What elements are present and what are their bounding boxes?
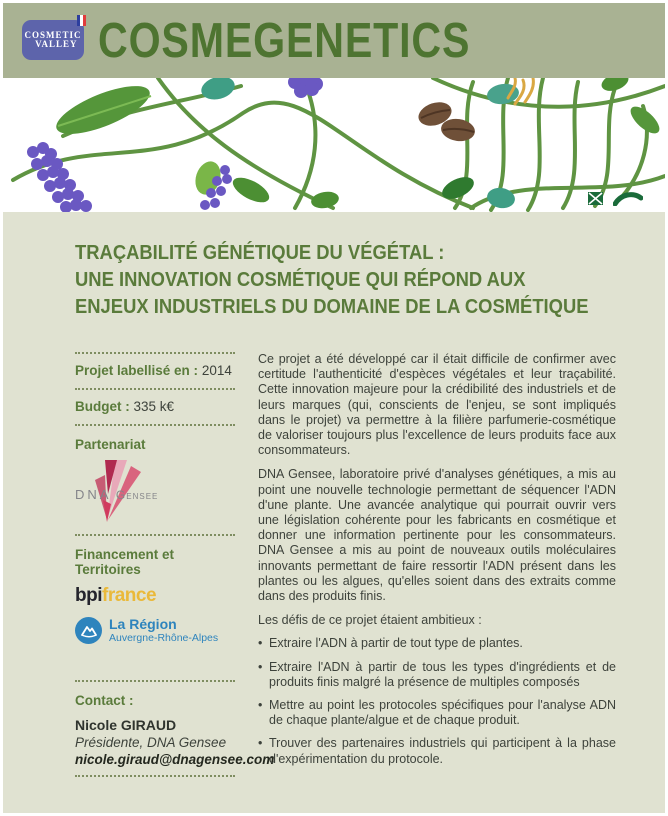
mountain-icon (75, 617, 102, 644)
document-title (75, 240, 627, 321)
cosmetic-valley-logo-text (24, 31, 81, 50)
challenge-item (258, 660, 616, 690)
header-bar (3, 3, 665, 78)
paragraph-1: Ce projet a été développé car il était difficile de confirmer avec certitude l'authenticité d'espèces végétales et leur traçabilité. Cette innovation majeure pour la crédibilité des industriels et de leurs marques (qui, conscients de l'enjeu, se sont impliqués dans le projet) va permettre à la filière parfumerie-cosmétique de valoriser toujours plus l'excellence de leurs produits face aux consommateurs. (258, 352, 616, 458)
contact-heading: Contact : (75, 693, 134, 708)
challenges-intro: Les défis de ce projet étaient ambitieux : (258, 613, 482, 628)
contact-role: Présidente, DNA Gensee (75, 735, 227, 750)
bullet-marker: • (258, 736, 263, 751)
challenge-item (258, 698, 616, 728)
challenge-text: Extraire l'ADN à partir de tous les types d'ingrédients et de produits finis malgré la présence de multiples composés (269, 659, 616, 689)
divider (75, 388, 235, 390)
funding-heading: Financement et Territoires (75, 547, 175, 577)
bullet-marker: • (258, 659, 263, 674)
contact-name: Nicole GIRAUD (75, 717, 177, 733)
illustration-mini-icons (588, 191, 643, 206)
budget-label: Budget : (75, 399, 130, 414)
region-logo-text (109, 617, 218, 644)
project-labelled-row (75, 363, 235, 378)
bpifrance-logo-france: france (102, 585, 157, 606)
document-title-line-1: TRAÇABILITÉ GÉNÉTIQUE DU VÉGÉTAL : (75, 242, 445, 264)
challenge-text: Extraire l'ADN à partir de tout type de plantes. (269, 636, 523, 651)
botanical-illustration (3, 78, 665, 212)
divider (75, 680, 235, 682)
region-name: La Région (109, 616, 177, 632)
partnership-heading: Partenariat (75, 437, 146, 452)
dna-gensee-logo-text (75, 486, 158, 504)
divider (75, 775, 235, 777)
logo-line-1: COSMETIC (24, 29, 82, 40)
budget-row (75, 399, 235, 414)
gensee-word: Gensee (115, 488, 159, 502)
challenge-text: Trouver des partenaires industriels qui participent à la phase d'expérimentation du protocole. (269, 736, 616, 766)
region-logo (75, 617, 235, 644)
spacer (75, 644, 235, 680)
challenge-item (258, 736, 616, 766)
dna-gensee-logo (75, 460, 195, 524)
labelled-label: Projet labellisé en : (75, 363, 199, 378)
divider (75, 352, 235, 354)
document-title-line-2: UNE INNOVATION COSMÉTIQUE QUI RÉPOND AUX (75, 269, 526, 291)
cosmetic-valley-logo (22, 20, 84, 60)
sidebar (75, 352, 275, 777)
logo-line-2: VALLEY (35, 39, 78, 49)
region-area: Auvergne-Rhône-Alpes (109, 632, 219, 644)
bpifrance-logo (75, 585, 235, 607)
challenge-text: Mettre au point les protocoles spécifiques pour l'analyse ADN de chaque plante/algue et de chaque produit. (269, 698, 616, 728)
content-area (3, 212, 665, 813)
botanical-illustration-art (3, 78, 665, 212)
bullet-marker: • (258, 698, 263, 713)
paragraph-2: DNA Gensee, laboratoire privé d'analyses génétiques, a mis au point une nouvelle technologie permettant de séquencer l'ADN d'une plante. Une avancée analytique qui pourrait ouvrir vers une législation cohérente pour les fabricants en cosmétique et donner une information pertinente pour les consommateurs. DNA Gensee a mis au point de nouveaux outils moléculaires innovants permettant de faire ressortir l'ADN présent dans les plantes ou les algues, qu'elles soient dans des extraits comme dans des produits finis. (258, 467, 616, 604)
bpifrance-logo-bpi: bpi (75, 585, 102, 606)
budget-value: 335 k€ (133, 399, 175, 414)
contact-email[interactable]: nicole.giraud@dnagensee.com (75, 752, 275, 767)
dna-word: DNA (75, 487, 112, 502)
labelled-value: 2014 (201, 363, 232, 378)
x-box-icon[interactable] (588, 192, 603, 205)
divider (75, 534, 235, 536)
document-title-line-3: ENJEUX INDUSTRIELS DU DOMAINE DE LA COSMÉTIQUE (75, 296, 589, 318)
program-title: COSMEGENETICS (98, 14, 471, 68)
bullet-marker: • (258, 636, 263, 651)
french-flag-icon (77, 15, 86, 26)
curved-arrow-icon[interactable] (613, 191, 643, 206)
challenge-item (258, 636, 616, 651)
divider (75, 424, 235, 426)
main-text-column (258, 352, 616, 775)
